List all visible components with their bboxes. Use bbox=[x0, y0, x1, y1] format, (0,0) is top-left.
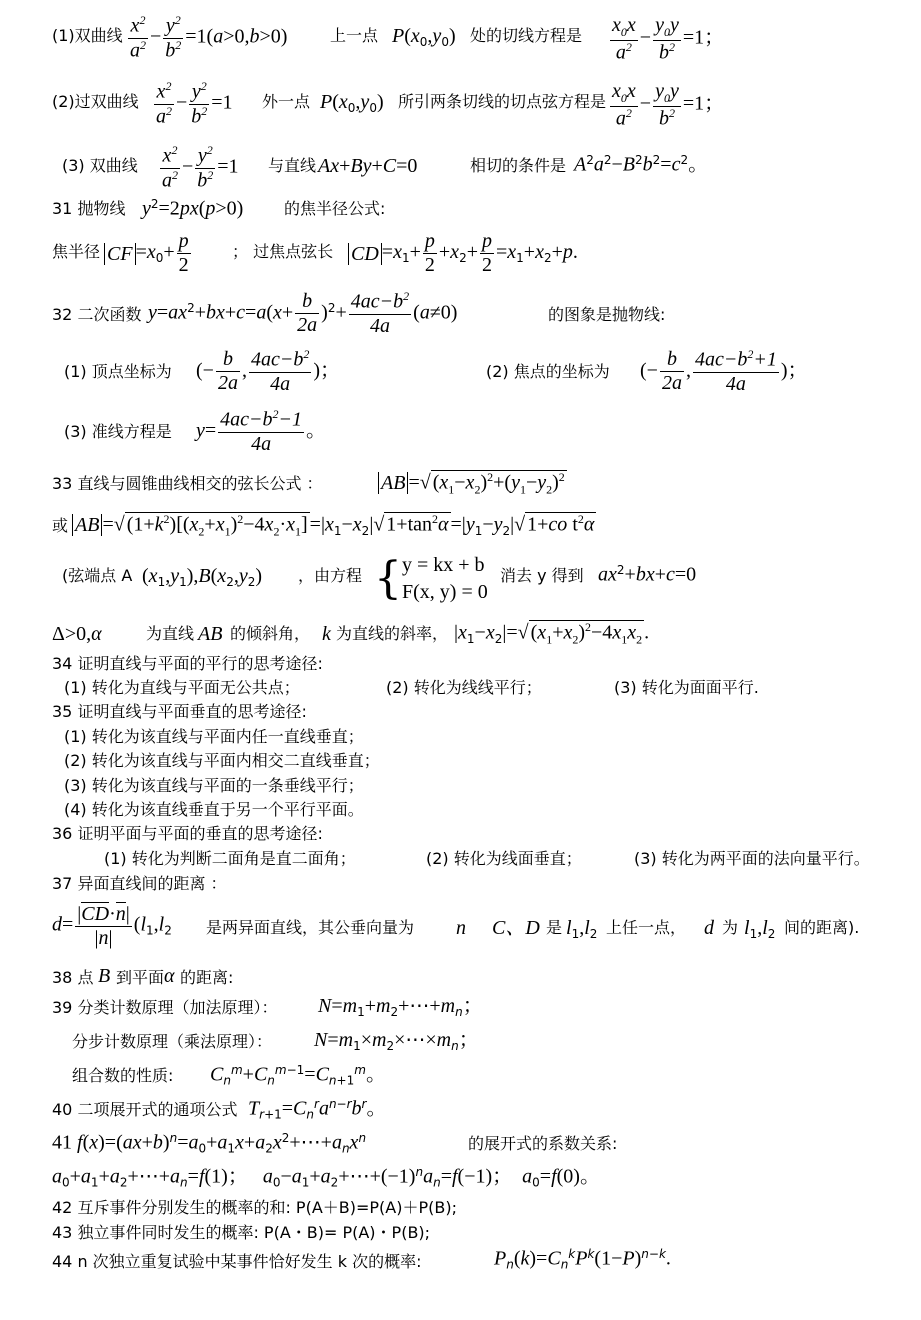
text: 组合数的性质: bbox=[72, 1066, 174, 1085]
text: 39 分类计数原理（加法原理）： bbox=[52, 998, 278, 1017]
text: (3) 双曲线 bbox=[62, 156, 138, 175]
var: $l_1,l_2$ bbox=[744, 917, 776, 942]
formula: (− $\frac{b}{2a}$ , $\frac{4ac-b^2}{4a}$ )； bbox=[196, 347, 340, 395]
text: 的图象是抛物线: bbox=[548, 305, 666, 324]
text: 焦半径 bbox=[52, 242, 101, 261]
text: 38 点 bbox=[52, 968, 94, 987]
item-35-3: (3) 转化为该直线与平面的一条垂线平行； bbox=[64, 776, 364, 795]
text: 40 二项展开式的通项公式 bbox=[52, 1100, 238, 1119]
text: 上任一点， bbox=[606, 918, 687, 937]
text: (2)过双曲线 bbox=[52, 92, 139, 111]
text: ，由方程 bbox=[298, 566, 363, 585]
var: d bbox=[704, 917, 714, 939]
item-37-title: 37 异面直线间的距离 ： bbox=[52, 874, 227, 893]
var: k bbox=[322, 623, 331, 645]
formula: $a_0+a_1+a_2+\cdots+a_n=f(1)$； $a_0-a_1+a_2+\cdots+(-1)^na_n=f(-1)$； $a_0=f(0)$。 bbox=[52, 1165, 600, 1190]
text: 外一点 bbox=[262, 92, 311, 111]
var: C、D bbox=[492, 917, 540, 939]
text: 为直线 bbox=[146, 624, 195, 643]
item-43: 43 独立事件同时发生的概率: P(A・B)= P(A)・P(B); bbox=[52, 1223, 431, 1242]
formula: $A^2a^2-B^2b^2=c^2$。 bbox=[574, 153, 709, 176]
item-35-2: (2) 转化为该直线与平面内相交二直线垂直； bbox=[64, 751, 380, 770]
formula: AB =√ $(1+k^2)[(x_2+x_1)^2-4x_2\cdot x_1] =|x_1-x_2|√$ $1+\tan^2\alpha =|y_1-y_2|√$ 1+co $t^2\alpha$ bbox=[72, 512, 596, 538]
var: AB bbox=[198, 623, 223, 645]
formula: $|x_1-x_2|=√$ $(x_1+x_2)^2-4x_1x_2$ . bbox=[454, 620, 650, 647]
formula: y= $\frac{4ac-b^2-1}{4a}$ 。 bbox=[196, 407, 327, 455]
text: 的焦半径公式: bbox=[284, 199, 386, 218]
formula: $y^2=2px(p>0)$ bbox=[142, 197, 244, 220]
text: (2) 转化为线面垂直； bbox=[426, 849, 582, 868]
formula: Δ>0,α bbox=[52, 623, 102, 645]
formula: $C_n^m+C_n^{m-1}=C_{n+1}^m$。 bbox=[210, 1063, 386, 1088]
formula: $N=m_1+m_2+\cdots+m_n$； bbox=[318, 995, 483, 1020]
point: $P(x_0,y_0)$ bbox=[320, 91, 384, 116]
formula: 41 $f(x)=(ax+b)^n=a_0+a_1x+a_2x^2+\cdots+a_nx^n$ bbox=[52, 1131, 367, 1156]
formula: $\frac{x^2}{a^2}$ − $\frac{y^2}{b^2}$ =1 bbox=[156, 79, 233, 128]
text: 的倾斜角， bbox=[230, 624, 311, 643]
text: 间的距离). bbox=[784, 918, 860, 937]
text: (1) 转化为判断二面角是直二面角； bbox=[104, 849, 356, 868]
text: 44 n 次独立重复试验中某事件恰好发生 k 次的概率: bbox=[52, 1252, 422, 1271]
text: 31 抛物线 bbox=[52, 199, 126, 218]
formula: $\frac{x_0x}{a^2}$ − $\frac{y_0y}{b^2}$ =1； bbox=[612, 14, 725, 64]
formula: d= $\frac{|CD\cdot n|}{|n|}$ ($l_1,l_2$ bbox=[52, 903, 172, 949]
text: (3) 准线方程是 bbox=[64, 422, 172, 441]
text: 相切的条件是 bbox=[470, 156, 567, 175]
formula: CF $=x_0+$ $\frac{p}{2}$ bbox=[104, 230, 193, 277]
var: $l_1,l_2$ bbox=[566, 917, 598, 942]
formula: $ax^2+bx+c=0$ bbox=[598, 563, 697, 586]
var: n bbox=[456, 917, 466, 939]
text: (2) 转化为线线平行； bbox=[386, 678, 542, 697]
item-36-title: 36 证明平面与平面的垂直的思考途径: bbox=[52, 824, 323, 843]
text: 为 bbox=[722, 918, 739, 937]
text: (1) 转化为直线与平面无公共点； bbox=[64, 678, 300, 697]
item-35-4: (4) 转化为该直线垂直于另一个平行平面。 bbox=[64, 800, 364, 819]
item-35-title: 35 证明直线与平面垂直的思考途径: bbox=[52, 702, 307, 721]
var: B bbox=[98, 965, 111, 987]
text: 处的切线方程是 bbox=[470, 26, 583, 45]
text: 是 bbox=[546, 918, 563, 937]
text: 分步计数原理（乘法原理）： bbox=[72, 1032, 273, 1051]
text: ； 过焦点弦长 bbox=[232, 242, 334, 261]
text: 为直线的斜率， bbox=[336, 624, 449, 643]
text: 所引两条切线的切点弦方程是 bbox=[398, 92, 607, 111]
formula: AB =√ $(x_1-x_2)^2+(y_1-y_2)^2$ bbox=[378, 470, 567, 496]
text: 到平面 bbox=[116, 968, 165, 987]
text: 是两异面直线，其公垂向量为 bbox=[206, 918, 415, 937]
formula: $(x_1,y_1),B(x_2,y_2)$ bbox=[142, 565, 263, 590]
text: (2) 焦点的坐标为 bbox=[486, 362, 610, 381]
formula: $N=m_1\times m_2\times\cdots\times m_n$； bbox=[314, 1029, 479, 1054]
formula: $T_{r+1}=C_n^ra^{n-r}b^r$。 bbox=[248, 1097, 387, 1122]
text: 的距离: bbox=[180, 968, 234, 987]
text: (1)双曲线 bbox=[52, 26, 123, 45]
point: $P(x_0,y_0)$ bbox=[392, 25, 456, 50]
formula: $P_n(k)=C_n^kP^k(1-P)^{n-k}$. bbox=[494, 1247, 671, 1272]
text: 与直线 bbox=[268, 156, 317, 175]
text: 33 直线与圆锥曲线相交的弦长公式 ： bbox=[52, 474, 323, 493]
formula: CD $=x_1+$ $\frac{p}{2}$ $+x_2+$ $\frac{p}{2}$ $=x_1+x_2+p$. bbox=[348, 230, 578, 277]
text: (3) 转化为两平面的法向量平行。 bbox=[634, 849, 870, 868]
text: 或 bbox=[52, 516, 69, 535]
formula: Ax+By+C=0 bbox=[318, 155, 418, 177]
formula: $\frac{x^2}{a^2}$ − $\frac{y^2}{b^2}$ =1 bbox=[162, 143, 239, 192]
text: (弦端点 A bbox=[62, 566, 133, 585]
item-42: 42 互斥事件分别发生的概率的和: P(A＋B)=P(A)＋P(B); bbox=[52, 1198, 457, 1217]
formula: $\frac{x^2}{a^2}$ − $\frac{y^2}{b^2}$ =1(a>0,b>0) bbox=[130, 13, 288, 62]
text: 32 二次函数 bbox=[52, 305, 142, 324]
formula: (− $\frac{b}{2a}$ , $\frac{4ac-b^2+1}{4a}$ )； bbox=[640, 347, 808, 395]
text: (3) 转化为面面平行. bbox=[614, 678, 759, 697]
text: 的展开式的系数关系: bbox=[468, 1134, 618, 1153]
item-35-1: (1) 转化为该直线与平面内任一直线垂直； bbox=[64, 727, 364, 746]
item-34-title: 34 证明直线与平面的平行的思考途径: bbox=[52, 654, 323, 673]
var: α bbox=[164, 965, 175, 987]
text: (1) 顶点坐标为 bbox=[64, 362, 172, 381]
text: 上一点 bbox=[330, 26, 379, 45]
equation-system: { y = kx + b F(x, y) = 0 bbox=[374, 553, 488, 604]
formula: $\frac{x_0x}{a^2}$ − $\frac{y_0y}{b^2}$ =1； bbox=[612, 80, 725, 130]
formula: $y=ax^2+bx+c=a(x+$ $\frac{b}{2a}$ )$^2$+ $\frac{4ac-b^2}{4a}$ (a≠0) bbox=[148, 289, 458, 337]
text: 消去 y 得到 bbox=[500, 566, 584, 585]
